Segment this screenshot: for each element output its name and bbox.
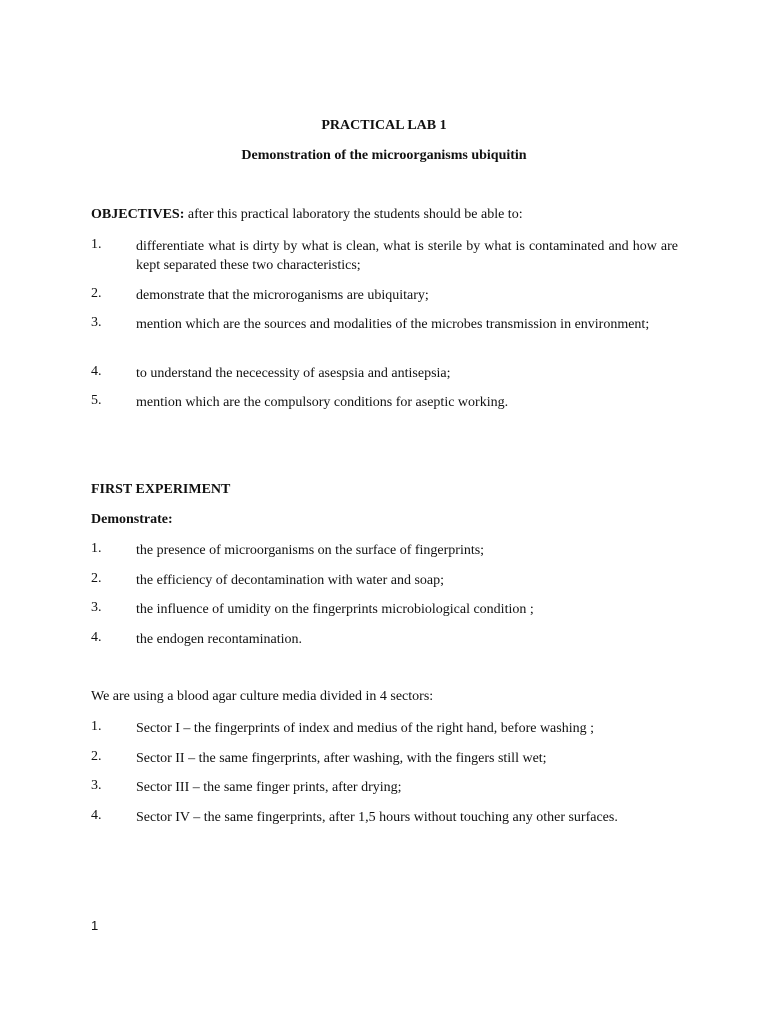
list-item-number: 5. [91, 393, 102, 408]
list-item: the efficiency of decontamination with water and soap; [136, 573, 445, 588]
page-title: PRACTICAL LAB 1 [321, 118, 447, 133]
section-heading: FIRST EXPERIMENT [91, 482, 231, 497]
objectives-label: OBJECTIVES: [91, 207, 185, 222]
list-item: differentiate what is dirty by what is clean, what is sterile by what is contaminated and how are kept separated these two characteristics; [136, 239, 678, 273]
list-item-number: 2. [91, 571, 102, 586]
list-item-number: 3. [91, 315, 102, 330]
demonstrate-label: Demonstrate: [91, 512, 173, 527]
list-item-number: 2. [91, 286, 102, 301]
list-item-number: 1. [91, 541, 102, 556]
list-item-number: 4. [91, 630, 102, 645]
list-item: mention which are the sources and modalities of the microbes transmission in environment; [136, 317, 650, 332]
list-item-number: 1. [91, 237, 102, 252]
list-item-number: 1. [91, 719, 102, 734]
list-item: Sector III – the same finger prints, after drying; [136, 780, 402, 795]
list-item-number: 4. [91, 808, 102, 823]
objectives-line [91, 207, 523, 223]
media-intro: We are using a blood agar culture media divided in 4 sectors: [91, 689, 434, 704]
list-item: the presence of microorganisms on the surface of fingerprints; [136, 543, 485, 558]
list-item-number: 3. [91, 778, 102, 793]
list-item-number: 2. [91, 749, 102, 764]
list-item: the endogen recontamination. [136, 632, 302, 647]
list-item: to understand the nececessity of asespsia and antisepsia; [136, 366, 451, 381]
list-item-number: 4. [91, 364, 102, 379]
list-item: Sector II – the same fingerprints, after washing, with the fingers still wet; [136, 751, 547, 766]
page-subtitle: Demonstration of the microorganisms ubiquitin [241, 148, 527, 163]
page-number: 1 [91, 918, 99, 933]
list-item: the influence of umidity on the fingerprints microbiological condition ; [136, 602, 534, 617]
objectives-intro: after this practical laboratory the students should be able to: [184, 207, 523, 222]
list-item: mention which are the compulsory conditions for aseptic working. [136, 395, 509, 410]
list-item-number: 3. [91, 600, 102, 615]
list-item: Sector IV – the same fingerprints, after 1,5 hours without touching any other surfaces. [136, 810, 618, 825]
list-item: Sector I – the fingerprints of index and medius of the right hand, before washing ; [136, 721, 594, 736]
list-item: demonstrate that the microroganisms are ubiquitary; [136, 288, 429, 303]
